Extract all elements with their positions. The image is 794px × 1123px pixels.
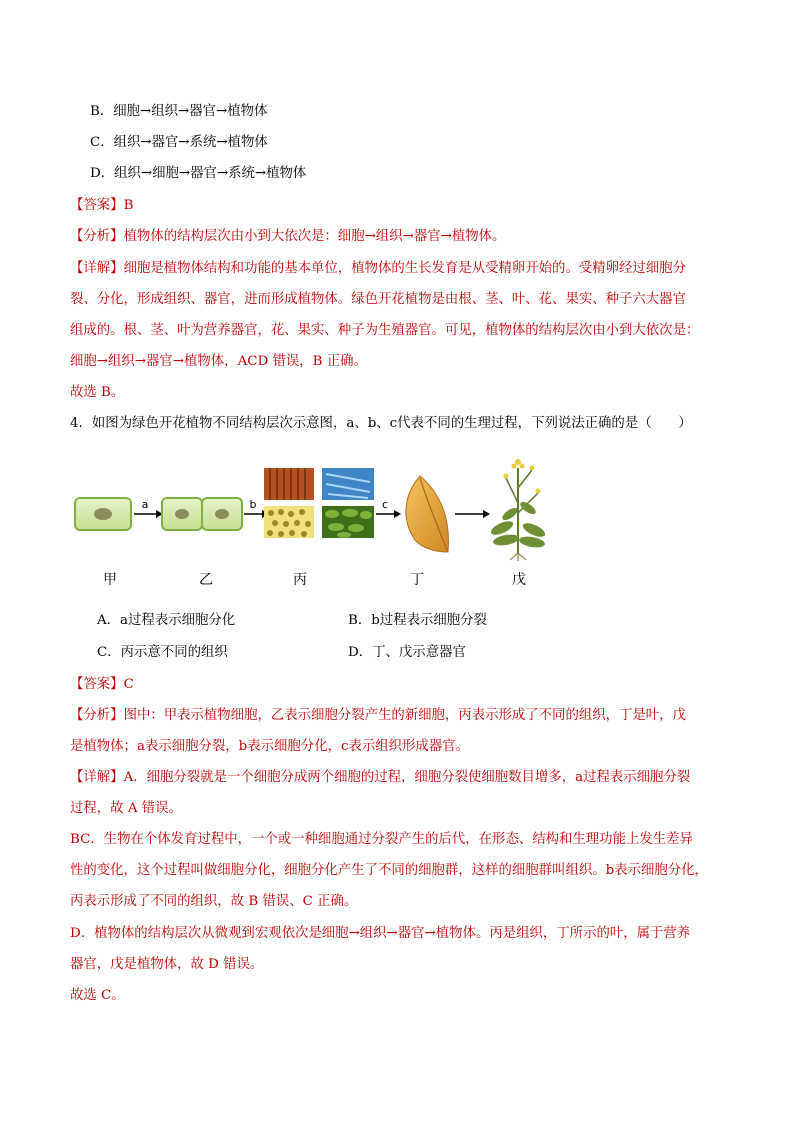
q4-option-c: C．丙示意不同的组织 [97, 645, 228, 660]
q4-question: 4．如图为绿色开花植物不同结构层次示意图，a、b、c代表不同的生理过程，下列说法正确的是（ ） [70, 416, 692, 431]
q4-option-d: D．丁、戊示意器官 [348, 645, 466, 660]
q4-analysis-line-2: 是植物体；a表示细胞分裂，b表示细胞分化，c表示组织形成器官。 [70, 739, 469, 754]
label-jia: 甲 [103, 572, 117, 588]
arrow-b-label: b [249, 498, 257, 511]
q3-option-b: B．细胞→组织→器官→植物体 [90, 104, 268, 119]
q4-detail-line-4: 性的变化，这个过程叫做细胞分化，细胞分化产生了不同的细胞群，这样的细胞群叫组织。b表示细胞分化， [70, 863, 708, 878]
label-bing: 丙 [293, 572, 307, 588]
arrow-a-label: a [141, 498, 149, 511]
q4-analysis-line-1 [70, 706, 686, 726]
leaf-ding-image [406, 476, 449, 552]
q4-detail-line-3: BC．生物在个体发育过程中，一个或一种细胞通过分裂产生的后代，在形态、结构和生理功能上发生差异 [70, 832, 693, 847]
q3-detail-line-1 [70, 259, 686, 279]
detail-text: A．细胞分裂就是一个细胞分成两个细胞的过程，细胞分裂使细胞数目增多，a过程表示细胞分裂 [123, 770, 691, 785]
q3-detail-line-2: 裂、分化，形成组织、器官，进而形成植物体。绿色开花植物是由根、茎、叶、花、果实、种子六大器官 [70, 292, 686, 307]
q4-detail-line-5: 丙表示形成了不同的组织，故 B 错误、C 正确。 [70, 894, 358, 909]
q4-detail-line-7: 器官，戊是植物体，故 D 错误。 [70, 957, 264, 972]
answer-tag: 【答案】 [70, 198, 124, 213]
q4-answer-line [70, 675, 134, 695]
analysis-text: 植物体的结构层次由小到大依次是：细胞→组织→器官→植物体。 [123, 229, 506, 244]
answer-tag: 【答案】 [70, 677, 124, 692]
label-wu: 戊 [512, 572, 526, 588]
q3-detail-line-3: 组成的。根、茎、叶为营养器官，花、果实、种子为生殖器官。可见，植物体的结构层次由小到大依次是： [70, 323, 700, 338]
label-ding: 丁 [410, 572, 424, 588]
detail-tag: 【详解】 [70, 770, 124, 785]
q4-detail-line-2: 过程，故 A 错误。 [70, 801, 182, 816]
answer-value: B [123, 198, 134, 213]
arrow-c-label: c [381, 498, 389, 511]
detail-tag: 【详解】 [70, 261, 124, 276]
plant-wu-image [489, 459, 547, 561]
q4-option-b: B．b过程表示细胞分裂 [348, 613, 487, 628]
q3-option-d: D．组织→细胞→器官→系统→植物体 [90, 166, 307, 181]
q3-detail-line-4: 细胞→组织→器官→植物体，ACD 错误，B 正确。 [70, 354, 367, 369]
answer-value: C [123, 677, 134, 692]
structure-levels-figure [70, 448, 570, 563]
cell-yi-image [162, 498, 242, 530]
tissues-bing-image [264, 468, 374, 538]
q3-analysis-line [70, 227, 505, 247]
detail-text: 细胞是植物体结构和功能的基本单位，植物体的生长发育是从受精卵开始的。受精卵经过细胞分 [123, 261, 686, 276]
analysis-tag: 【分析】 [70, 229, 124, 244]
q4-conclusion: 故选 C。 [70, 988, 125, 1003]
q3-conclusion: 故选 B。 [70, 385, 125, 400]
q3-option-c: C．组织→器官→系统→植物体 [90, 135, 268, 150]
q4-option-a: A．a过程表示细胞分化 [97, 613, 236, 628]
q4-detail-line-6: D．植物体的结构层次从微观到宏观依次是细胞→组织→器官→植物体。丙是组织，丁所示的叶，属于营养 [70, 926, 691, 941]
analysis-text: 图中：甲表示植物细胞，乙表示细胞分裂产生的新细胞，丙表示形成了不同的组织，丁是叶，戊 [123, 708, 686, 723]
label-yi: 乙 [199, 572, 213, 588]
q3-answer-line [70, 196, 133, 216]
cell-jia-image [75, 498, 131, 530]
analysis-tag: 【分析】 [70, 708, 124, 723]
q4-detail-line-1 [70, 768, 690, 788]
